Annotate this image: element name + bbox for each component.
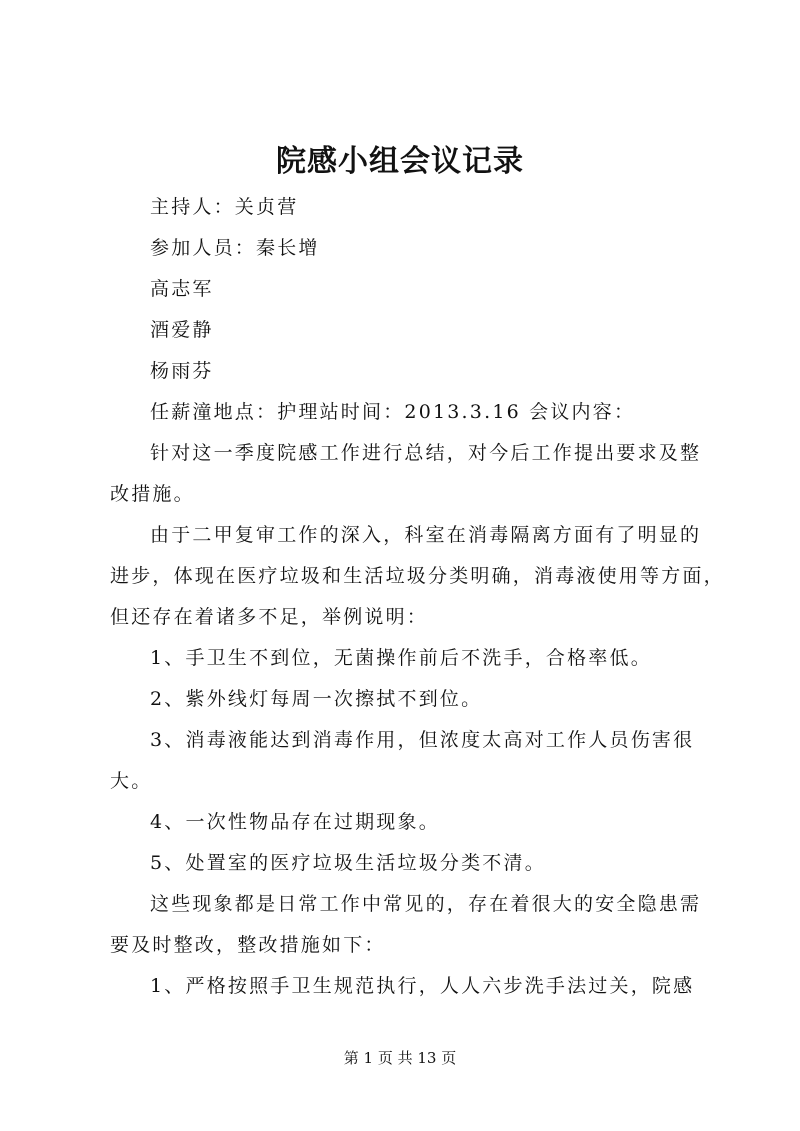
list-item: 1、严格按照手卫生规范执行，人人六步洗手法过关，院感: [150, 975, 695, 997]
list-item: 1、手卫生不到位，无菌操作前后不洗手，合格率低。: [150, 647, 652, 669]
list-item: 3、消毒液能达到消毒作用，但浓度太高对工作人员伤害很: [150, 729, 695, 751]
host-line: 主持人：关贞营: [150, 196, 299, 218]
paragraph-line: 进步，体现在医疗垃圾和生活垃圾分类明确，消毒液使用等方面，: [110, 565, 725, 587]
paragraph-line: 要及时整改，整改措施如下：: [110, 934, 386, 956]
list-item: 4、一次性物品存在过期现象。: [150, 811, 440, 833]
paragraph-line: 由于二甲复审工作的深入，科室在消毒隔离方面有了明显的: [150, 524, 702, 546]
page-footer: 第 1 页 共 13 页: [343, 1049, 457, 1067]
list-item: 2、紫外线灯每周一次擦拭不到位。: [150, 688, 483, 710]
meeting-info-line: 任薪潼地点：护理站时间：2013.3.16 会议内容：: [150, 401, 636, 423]
paragraph-line: 针对这一季度院感工作进行总结，对今后工作提出要求及整: [150, 442, 702, 464]
attendee-name: 高志军: [150, 278, 214, 300]
document-title: 院感小组会议记录: [276, 144, 524, 179]
paragraph-line: 改措施。: [110, 483, 195, 505]
list-item: 5、处置室的医疗垃圾生活垃圾分类不清。: [150, 852, 546, 874]
paragraph-line: 这些现象都是日常工作中常见的，存在着很大的安全隐患需: [150, 893, 702, 915]
attendee-name: 杨雨芬: [150, 360, 214, 382]
paragraph-line: 但还存在着诸多不足，举例说明：: [110, 606, 429, 628]
list-item-continuation: 大。: [110, 770, 153, 792]
attendee-name: 酒爱静: [150, 319, 214, 341]
attendees-line: 参加人员：秦长增: [150, 237, 320, 259]
